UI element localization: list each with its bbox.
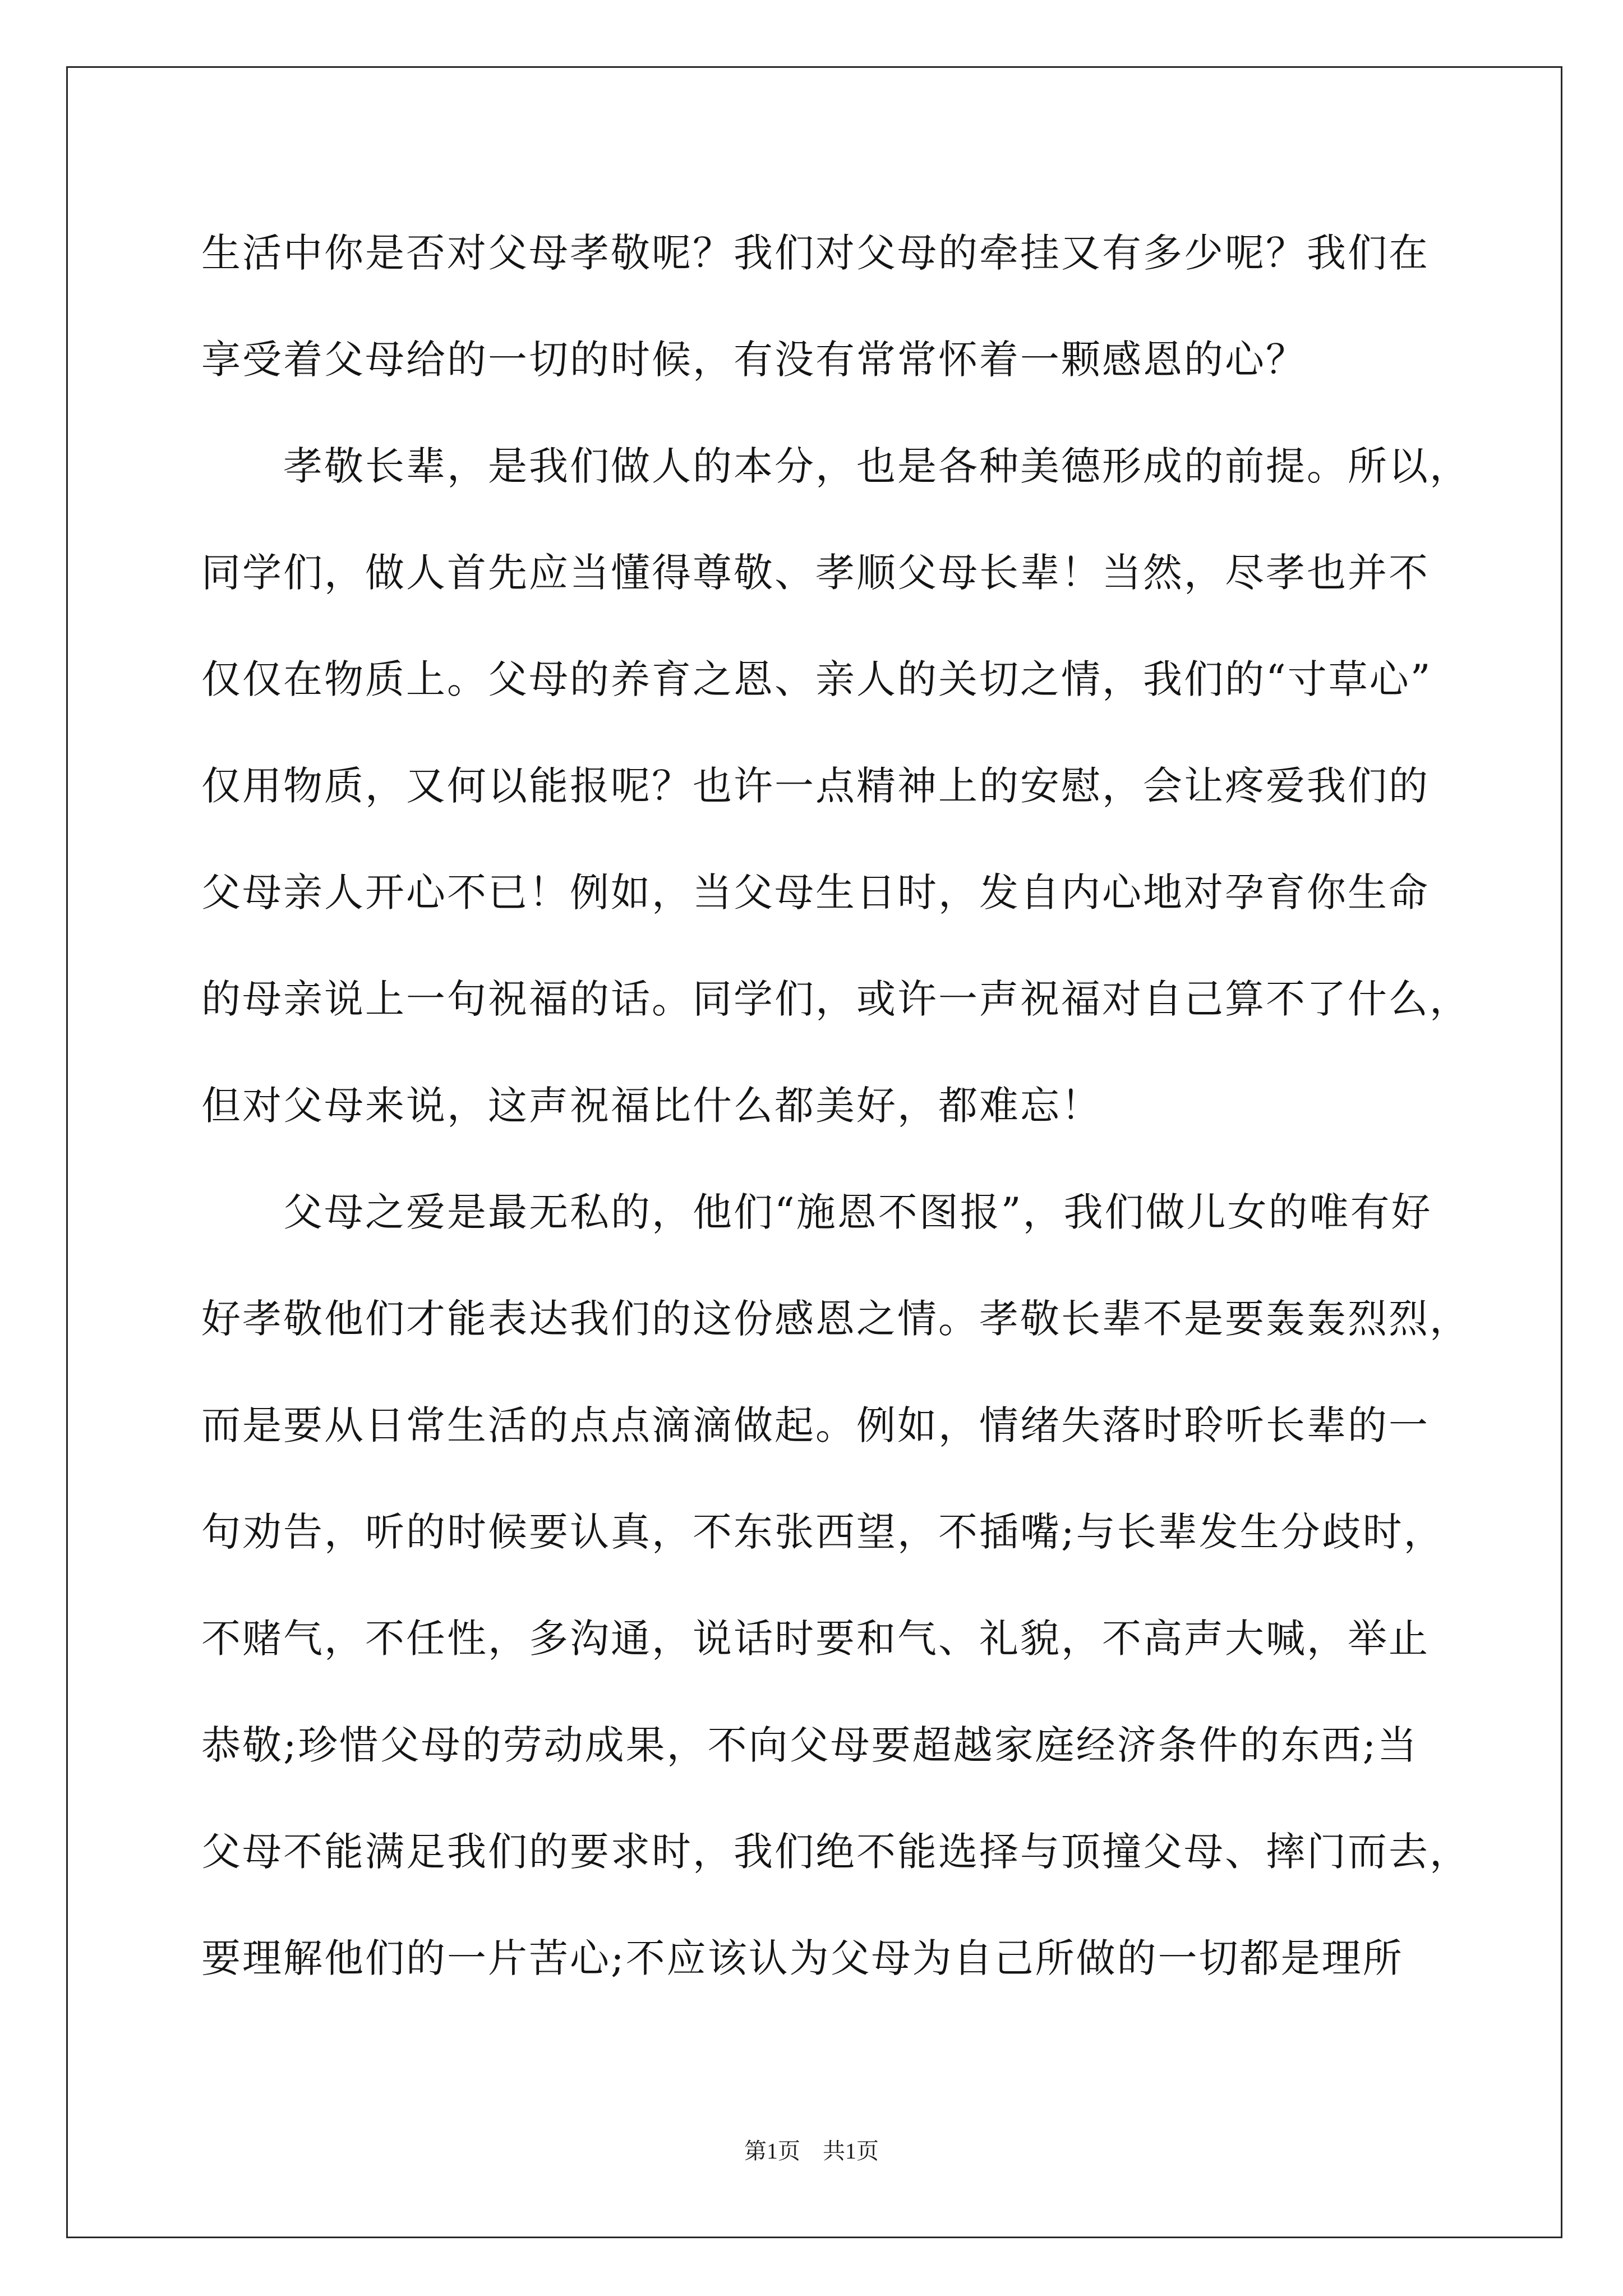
text-line: 的母亲说上一句祝福的话。同学们，或许一声祝福对自己算不了什么， — [201, 976, 1470, 1022]
document-body — [201, 200, 1525, 2012]
text-line: 恭敬;珍惜父母的劳动成果，不向父母要超越家庭经济条件的东西;当 — [201, 1722, 1419, 1768]
text-line: 孝敬长辈，是我们做人的本分，也是各种美德形成的前提。所以， — [283, 443, 1470, 489]
text-line: 仅仅在物质上。父母的养育之恩、亲人的关切之情，我们的“寸草心” — [201, 656, 1432, 702]
paragraph — [201, 200, 1525, 413]
text-line: 享受着父母给的一切的时候，有没有常常怀着一颗感恩的心？ — [201, 337, 1307, 383]
page-footer: 第1页 共1页 — [744, 2138, 879, 2164]
text-line: 父母之爱是最无私的，他们“施恩不图报”，我们做儿女的唯有好 — [283, 1189, 1432, 1235]
text-line: 生活中你是否对父母孝敬呢？我们对父母的牵挂又有多少呢？我们在 — [201, 230, 1430, 276]
paragraph — [201, 1159, 1525, 2012]
text-line: 父母不能满足我们的要求时，我们绝不能选择与顶撞父母、摔门而去， — [201, 1829, 1470, 1875]
text-line: 不赌气，不任性，多沟通，说话时要和气、礼貌，不高声大喊，举止 — [201, 1616, 1430, 1662]
text-line: 同学们，做人首先应当懂得尊敬、孝顺父母长辈！当然，尽孝也并不 — [201, 550, 1430, 596]
text-line: 好孝敬他们才能表达我们的这份感恩之情。孝敬长辈不是要轰轰烈烈， — [201, 1296, 1470, 1342]
text-line: 但对父母来说，这声祝福比什么都美好，都难忘！ — [201, 1083, 1102, 1129]
text-line: 句劝告，听的时候要认真，不东张西望，不插嘴;与长辈发生分歧时， — [201, 1509, 1445, 1555]
text-line: 要理解他们的一片苦心;不应该认为父母为自己所做的一切都是理所 — [201, 1935, 1404, 1981]
text-line: 仅用物质，又何以能报呢？也许一点精神上的安慰，会让疼爱我们的 — [201, 763, 1430, 809]
text-line: 而是要从日常生活的点点滴滴做起。例如，情绪失落时聆听长辈的一 — [201, 1402, 1430, 1448]
paragraph — [201, 413, 1525, 1159]
text-line: 父母亲人开心不已！例如，当父母生日时，发自内心地对孕育你生命 — [201, 869, 1430, 915]
